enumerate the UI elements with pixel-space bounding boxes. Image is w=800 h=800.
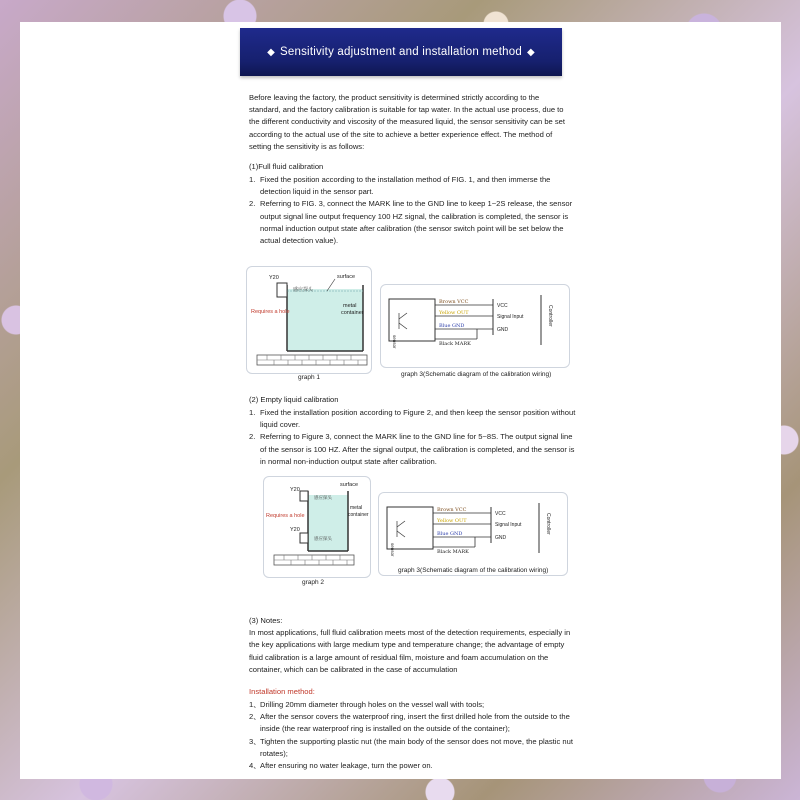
graph1-figure xyxy=(246,266,372,374)
notes-section xyxy=(249,615,579,676)
blue-label: Blue GND xyxy=(439,323,465,329)
list-item: 1. Fixed the installation position according to Figure 2, and then keep the sensor position without liquid cover. xyxy=(249,408,576,430)
intro-paragraph: Before leaving the factory, the product sensitivity is determined strictly according to the standard, and the factory calibration is suitable for tap water. In the actual use process, due to the different conductivity and viscosity of the measured liquid, the sensor sensitivity can be set according to the actual use of the site to achieve a better experience effect. The method of setting the sensitivity is as follows: xyxy=(249,93,566,151)
gnd-label: GND xyxy=(497,327,509,333)
notes-title: (3) Notes: xyxy=(249,616,283,625)
section-empty-liquid-steps xyxy=(249,407,579,468)
sensor-text: sensor xyxy=(392,335,397,349)
section-full-fluid-title: (1)Full fluid calibration xyxy=(249,162,324,171)
brown-label: Brown VCC xyxy=(439,299,469,305)
hole-label: Requires a hole xyxy=(266,513,305,519)
hole-label: Requires a hole xyxy=(251,309,290,315)
page-title: Sensitivity adjustment and installation method xyxy=(280,46,522,58)
page-title-banner xyxy=(240,28,562,76)
black-label: Black MARK xyxy=(439,341,471,347)
vcc-label: VCC xyxy=(495,511,506,517)
list-item: 1、 Drilling 20mm diameter through holes on the vessel wall with tools; xyxy=(249,700,485,709)
section-empty-liquid-title: (2) Empty liquid calibration xyxy=(249,395,339,404)
sensor-probe xyxy=(277,283,287,297)
metal-label-1: metal xyxy=(343,303,357,309)
notes-text: In most applications, full fluid calibration meets most of the detection requirements, especially in the key applications with large medium type and temperature change; the advantage of empty fluid calibration is a large amount of residual film, moisture and foam accumulation on the container, which can be calibrated in the case of accumulation xyxy=(249,628,571,674)
controller-label: Controller xyxy=(547,305,553,327)
graph2-diagram xyxy=(264,477,370,577)
black-label: Black MARK xyxy=(437,549,469,555)
signal-label: Signal Input xyxy=(495,522,522,528)
list-item: 2. Referring to Figure 3, connect the MARK line to the GND line for 5~8S. The output signal line of the sensor is 100 HZ. After the signal output, the calibration is completed, and the sensor is in normal non-induction output state after calibration. xyxy=(249,432,575,466)
graph3b-caption: graph 3(Schematic diagram of the calibration wiring) xyxy=(398,567,549,574)
list-item: 2. Referring to FIG. 3, connect the MARK line to the GND line to keep 1~2S release, the sensor output signal line output frequency 100 HZ signal, the calibration is completed, the sensor is normal induction output state after calibration (the sensor switch point will be set below the actual detection value). xyxy=(249,199,573,246)
wiring-diagram-2 xyxy=(379,493,567,575)
yellow-label: Yellow OUT xyxy=(437,518,467,524)
diamond-icon: ◆ xyxy=(267,46,276,58)
signal-label: Signal Input xyxy=(497,314,524,320)
graph1-diagram xyxy=(247,267,371,373)
document-page xyxy=(20,22,781,779)
installation-title: Installation method: xyxy=(249,687,315,696)
blue-label: Blue GND xyxy=(437,531,463,537)
surface-label: surface xyxy=(340,482,359,488)
graph1-caption: graph 1 xyxy=(298,374,321,381)
graph2-caption: graph 2 xyxy=(302,579,325,586)
controller-label: Controller xyxy=(545,513,551,535)
graph3-caption: graph 3(Schematic diagram of the calibration wiring) xyxy=(401,371,552,378)
graph3b-figure xyxy=(378,492,568,576)
probe-label-bottom: 感应探头 xyxy=(314,536,332,541)
sensor-label: Y20 xyxy=(269,275,279,281)
probe-label-top: 感应探头 xyxy=(314,495,332,500)
graph2-figure xyxy=(263,476,371,578)
sensor-probe-bottom xyxy=(300,533,308,543)
installation-steps xyxy=(249,699,579,772)
graph3-figure xyxy=(380,284,570,368)
yellow-label: Yellow OUT xyxy=(439,310,469,316)
surface-label: surface xyxy=(337,274,356,280)
section-full-fluid-steps xyxy=(249,174,574,247)
sensor-top-label: Y20 xyxy=(290,487,300,493)
metal-label-1: metal xyxy=(350,505,363,511)
metal-label-2: container xyxy=(341,310,364,316)
sensor-probe-top xyxy=(300,491,308,501)
list-item: 1. Fixed the position according to the installation method of FIG. 1, and then immerse the detection liquid in the sensor part. xyxy=(249,175,551,197)
water-area xyxy=(308,495,348,551)
list-item: 3、 Tighten the supporting plastic nut (the main body of the sensor does not move, the plastic nut rotates); xyxy=(249,736,573,758)
brown-label: Brown VCC xyxy=(437,507,467,513)
gnd-label: GND xyxy=(495,535,507,541)
diamond-icon: ◆ xyxy=(526,46,535,58)
metal-label-2: container xyxy=(348,512,369,518)
wiring-diagram xyxy=(381,285,569,367)
water-area xyxy=(287,289,363,351)
vcc-label: VCC xyxy=(497,303,508,309)
list-item: 4、 After ensuring no water leakage, turn the power on. xyxy=(249,761,433,771)
sensor-text: sensor xyxy=(390,543,395,557)
probe-label: 感应探头 xyxy=(293,287,314,293)
list-item: 2、 After the sensor covers the waterproof ring, insert the first drilled hole from the outside to the inside (the rear waterproof ring is installed on the outside of the container); xyxy=(249,712,570,734)
sensor-bottom-label: Y20 xyxy=(290,527,300,533)
